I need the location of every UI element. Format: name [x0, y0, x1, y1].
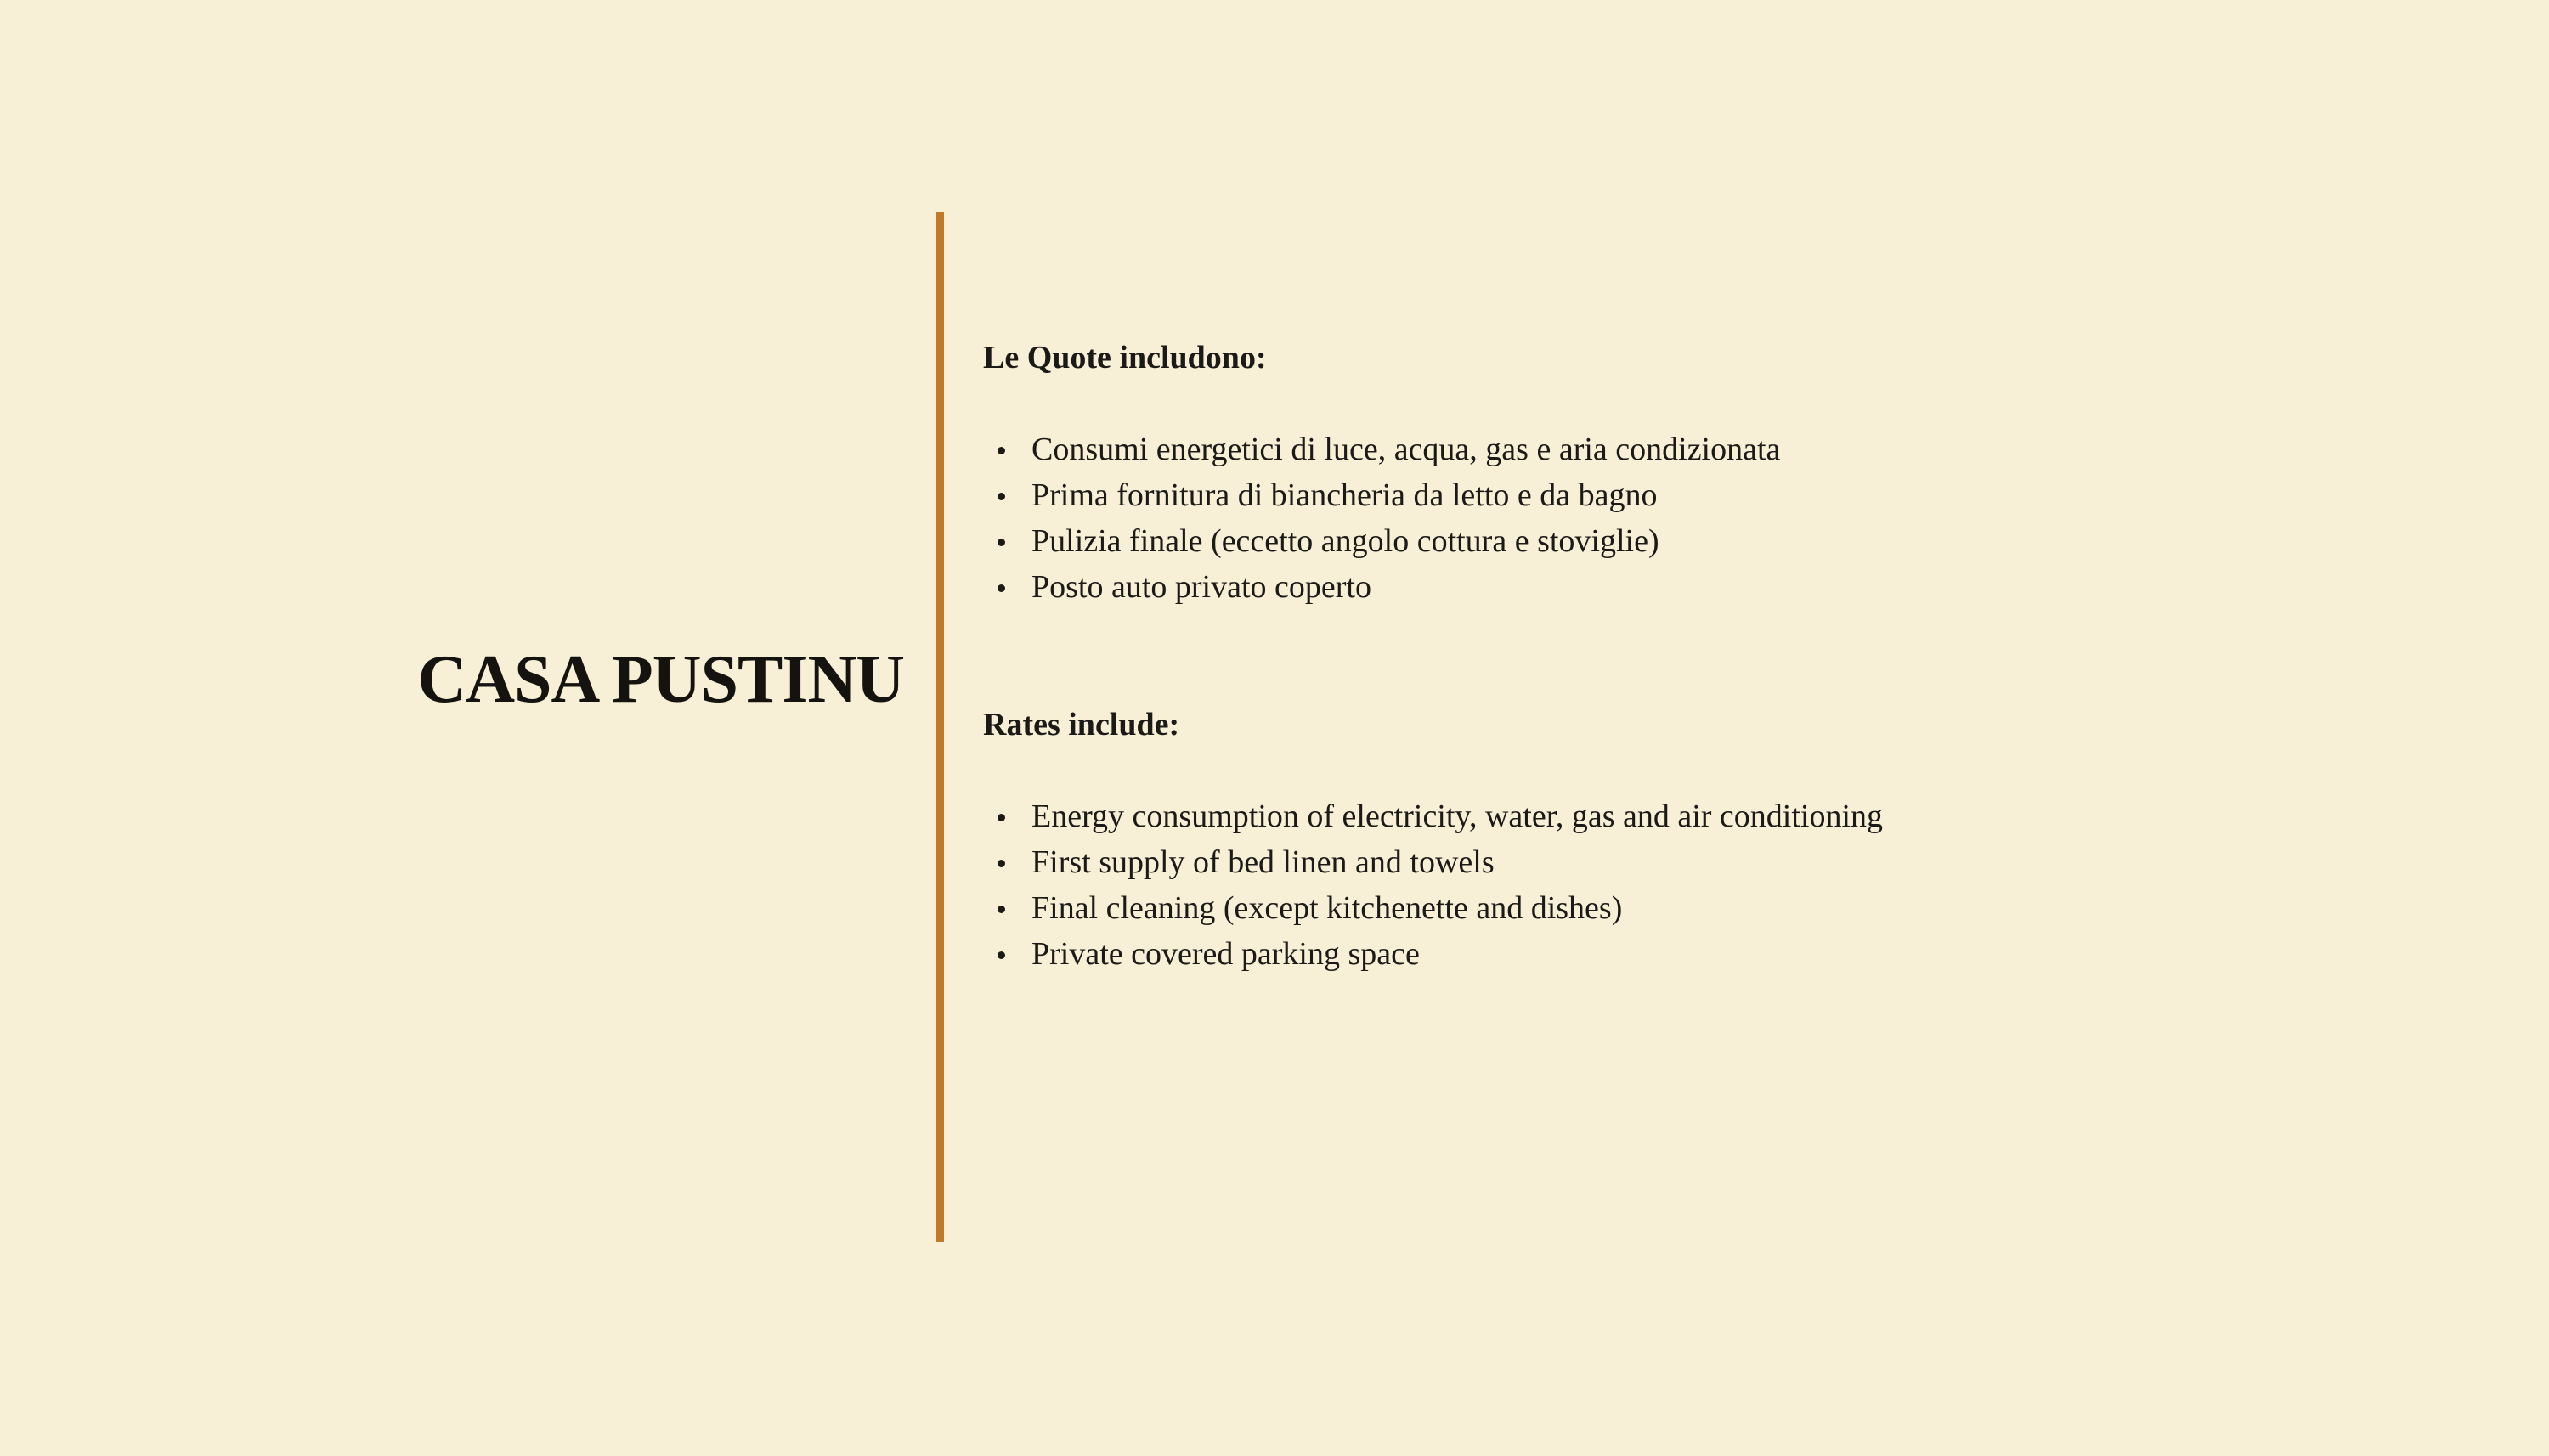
list-item: Prima fornitura di biancheria da letto e da bagno — [983, 472, 1969, 518]
property-title: CASA PUSTINU — [417, 642, 904, 717]
vertical-divider — [936, 212, 944, 1242]
list-item: Consumi energetici di luce, acqua, gas e aria condizionata — [983, 426, 1969, 472]
english-rates-list — [983, 793, 1969, 977]
italian-rates-list — [983, 426, 1969, 610]
list-item: Private covered parking space — [983, 931, 1969, 977]
list-item: Energy consumption of electricity, water, gas and air conditioning — [983, 793, 1969, 839]
list-item: Posto auto privato coperto — [983, 564, 1969, 610]
list-item: First supply of bed linen and towels — [983, 839, 1969, 885]
english-rates-heading: Rates include: — [983, 707, 1180, 742]
list-item: Final cleaning (except kitchenette and dishes) — [983, 885, 1969, 931]
list-item: Pulizia finale (eccetto angolo cottura e stoviglie) — [983, 518, 1969, 564]
italian-rates-heading: Le Quote includono: — [983, 340, 1267, 375]
